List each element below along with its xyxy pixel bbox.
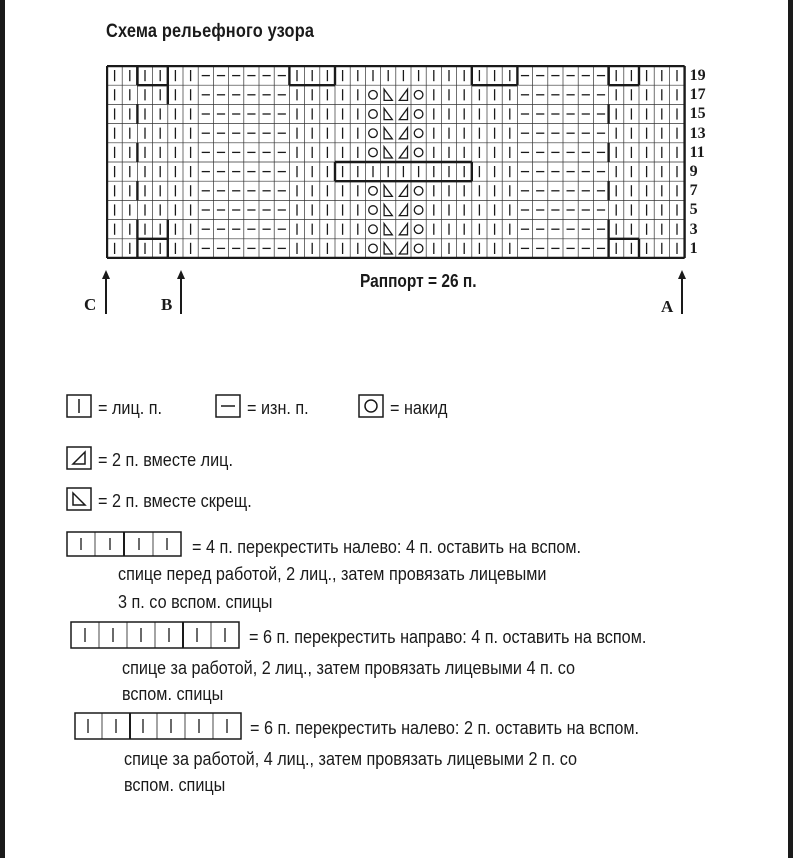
left-border [0,0,5,858]
legend-cable-6-right-line3: вспом. спицы [122,684,224,704]
cable-6-right-symbol [70,621,240,649]
yarn-over-symbol [358,394,384,418]
right-border [788,0,793,858]
marker-b: B [161,295,173,314]
legend-cable-6-right-line1: = 6 п. перекрестить направо: 4 п. оставить на вспом. [249,627,647,647]
knitting-chart [106,65,686,259]
legend-cable-6-left-line1: = 6 п. перекрестить налево: 2 п. оставить на вспом. [250,718,640,738]
legend-yarn-over: = накид [390,398,448,418]
row-number: 5 [689,201,698,219]
legend-cable-4-line2: спице перед работой, 2 лиц., затем провязать лицевыми [118,564,547,584]
row-number: 19 [689,67,706,84]
legend-cable-4-line3: 3 п. со вспом. спицы [118,592,273,612]
row-number: 11 [689,143,705,161]
cable-6-left-symbol [74,712,242,740]
legend-cable-6-left-line3: вспом. спицы [124,775,226,795]
legend-cable-6-right-line2: спице за работой, 2 лиц., затем провязать лицевыми 4 п. со [122,658,576,678]
marker-a-arrow [672,270,692,314]
legend-k2tog-tbl: = 2 п. вместе скрещ. [98,491,252,511]
chart-title: Схема рельефного узора [106,21,315,42]
legend-cable-6-left-line2: спице за работой, 4 лиц., затем провязать лицевыми 2 п. со [124,749,578,769]
cable-4-left-symbol [66,531,182,557]
rapport-label: Раппорт = 26 п. [360,271,477,291]
row-number: 1 [689,239,698,257]
legend-k2tog: = 2 п. вместе лиц. [98,450,233,470]
row-number: 15 [689,105,706,123]
legend-purl: = изн. п. [247,398,309,418]
marker-a: A [661,297,674,316]
row-number: 13 [689,124,706,142]
marker-b-arrow [171,270,191,314]
purl-symbol [215,394,241,418]
k2tog-tbl-symbol [66,487,92,511]
marker-c-arrow [96,270,116,314]
k2tog-symbol [66,446,92,470]
marker-c: C [84,295,97,314]
row-number: 17 [689,86,706,104]
knit-symbol [66,394,92,418]
row-number: 7 [689,182,698,200]
legend-cable-4-line1: = 4 п. перекрестить налево: 4 п. оставить на вспом. [192,537,582,557]
legend-knit: = лиц. п. [98,398,163,418]
row-number: 3 [689,220,698,238]
row-number: 9 [689,163,698,180]
